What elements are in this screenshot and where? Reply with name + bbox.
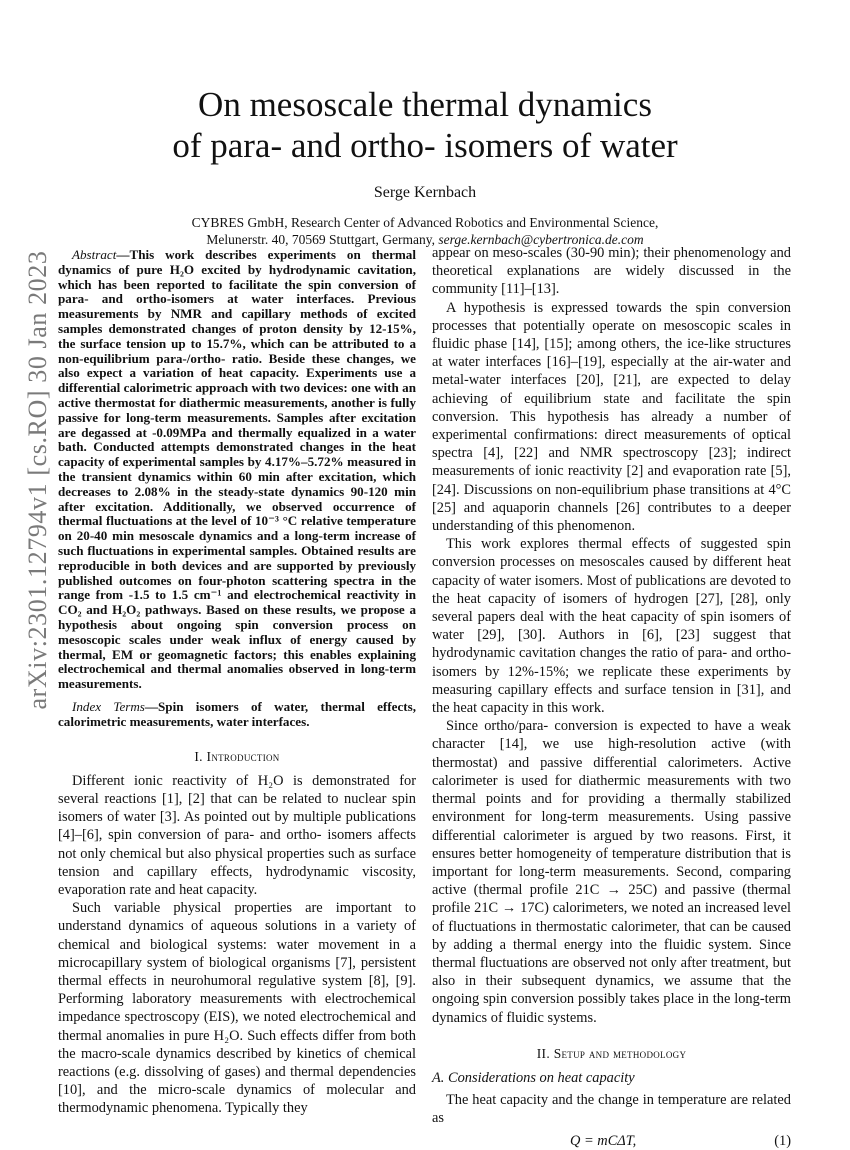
intro-paragraph-1: Different ionic reactivity of H₂O is demonstrated for several reactions [1], [2] that can be related to nuclear spin isomers of water [3]. As pointed out by multiple publications [4]–[6], spin conversion of para- and ortho- isomers affects not only chemical but also physical properties such as surface tension and capillary effects, hydrodynamic viscosity, evaporation rate and heat capacity. <box>58 772 416 898</box>
affiliation-address: Melunerstr. 40, 70569 Stuttgart, Germany, <box>206 232 439 247</box>
equation-number: (1) <box>774 1132 791 1149</box>
affiliation-line-1: CYBRES GmbH, Research Center of Advanced Robotics and Environmental Science, <box>191 215 659 230</box>
paper-title <box>0 84 850 166</box>
arxiv-identifier-text: arXiv:2301.12794v1 [cs.RO] 30 Jan 2023 <box>23 250 52 710</box>
author-name: Serge Kernbach <box>373 184 477 201</box>
abstract <box>58 248 416 692</box>
equation-1 <box>432 1132 791 1150</box>
index-terms-text: —Spin isomers of water, thermal effects, calorimetric measurements, water interfaces. <box>58 698 417 729</box>
title-line-1: On mesoscale thermal dynamics <box>198 85 652 124</box>
intro-paragraph-2: Such variable physical properties are important to understand dynamics of aqueous solutions in a variety of chemical and biological systems: water movement in a microcapillary system of biological organisms [7], persistent thermal effects in neurohumoral regulative system [8], [9]. Performing laboratory measurements with electrochemical impedance spectroscopy (EIS), we noted electrochemical and thermal anomalies in pure H₂O. Such effects differ from both the macro-scale dynamics described by kinetics of chemical reactions (e.g. dissolving of gases) and thermal dependencies [10], and the micro-scale dynamics of molecular and thermodynamic phenomena. Typically they <box>58 900 416 1117</box>
section-heading-setup: II. Setup and methodology <box>536 1045 687 1061</box>
index-terms-lead: Index Terms <box>72 698 145 714</box>
index-terms <box>58 700 416 730</box>
title-line-2: of para- and ortho- isomers of water <box>172 126 678 165</box>
author-email-link[interactable]: serge.kernbach@cybertronica.de.com <box>438 232 644 247</box>
intro-paragraph-2-continued: appear on meso-scales (30-90 min); their phenomenology and theoretical explanations are widely discussed in the community [11]–[13]. <box>432 245 791 298</box>
intro-paragraph-4: This work explores thermal effects of suggested spin conversion processes on mesoscales caused by different heat capacity of water isomers. Most of publications are devoted to the heat capacity of isomers of hydrogen [27], [28], only several papers deal with the heat capacity of spin isomers of water [29], [30]. Authors in [6], [23] suggest that hydrodynamic cavitation changes the ratio of para- and ortho- isomers by 12%-15%; we replicate these experiments by measuring capillary effects and surface tension in [31], and the heat capacity in this work. <box>432 536 791 717</box>
left-column <box>58 248 416 1118</box>
affiliation <box>0 214 850 248</box>
setup-paragraph-1: The heat capacity and the change in temperature are related as <box>432 1092 791 1127</box>
abstract-lead: Abstract <box>72 247 117 262</box>
abstract-text: —This work describes experiments on thermal dynamics of pure H₂O excited by hydrodynamic cavitation, which has been reported to facilitate the spin conversion of para- and ortho-isomers at water interfaces. Previous measurements by NMR and capillary methods of excited samples demonstrated changes of proton density by 12-15%, the surface tension up to 15.7%, which can be attributed to a non-equilibrium para-/ortho- ratio. Beside these changes, we also expect a variation of heat capacity. Experiments use a differential calorimetric approach with two devices: one with an active thermostat for diathermic measurements, another is fully passive for long-term measurements. Samples after excitation are degassed at -0.09MPa and thermally equalized in a water bath. Conducted attempts demonstrated changes in the heat capacity of experimental samples by 4.17%–5.72% measured in the transient dynamics within 60 min after excitation, which decreases to 2.08% in the steady-state dynamics 90-120 min after excitation. Additionally, we observed occurrence of thermal fluctuations at the level of 10⁻³ °C relative temperature on 20-40 min mesoscale dynamics and a long-term increase of such fluctuations in experimental samples. Obtained results are reproducible in both devices and are supported by previously published outcomes on four-photon scattering spectra in the range from -1.5 to 1.5 cm⁻¹ and electrochemical reactivity in CO₂ and H₂O₂ pathways. Based on these results, we propose a hypothesis about ongoing spin conversion process on mesoscopic scales under weak influx of energy caused by thermal, EM or geomagnetic factors; this enables explaining electrochemical and thermal anomalies observed in long-term measurements. <box>58 247 416 692</box>
intro-paragraph-3: A hypothesis is expressed towards the spin conversion processes that potentially operate on mesoscopic scales in fluidic phase [14], [15]; among others, the ice-like structures at water interfaces [16]–[19], especially at the air-water and metal-water interfaces [20], [21], are expected to delay achieving of equilibrium state and facilitate the spin conversion. This hypothesis has already a number of experimental confirmations: direct measurements of optical spectra [4], [22] and NMR spectroscopy [23]; indirect measurements of ionic reactivity [2] and evaporation rate [5], [24]. Discussions on non-equilibrium phase transitions at 4°C [25] and aquaporin channels [26] contributes to a deeper understanding of this phenomenon. <box>432 299 791 535</box>
paper-header <box>0 84 850 248</box>
right-column <box>432 244 791 1150</box>
equation-formula: Q = mCΔT, <box>570 1132 637 1149</box>
subsection-heading-heat-capacity: A. Considerations on heat capacity <box>432 1069 635 1086</box>
section-heading-introduction: I. Introduction <box>194 748 280 764</box>
intro-paragraph-5: Since ortho/para- conversion is expected to have a weak character [14], we use high-resolution active (with thermostat) and passive differential calorimeters. Active calorimeter is used for diathermic measurements with two thermal points and for providing a thermally stabilized environment for long-term measurements. Using passive differential calorimeter is argued by two reasons. First, it ensures better homogeneity of temperature distribution that is important for long-term measurements. Second, comparing active (thermal profile 21C → 25C) and passive (thermal profile 21C → 17C) calorimeters, we noted an increased level of fluctuations in thermostatic calorimeter, that can be caused by adding a thermal energy into the fluidic system. Since thermal fluctuations are observed not only after treatment, but also in their subsequent dynamics, we assume that the ongoing spin conversion possibly takes place in the long-term dynamics of fluidic systems. <box>432 718 791 1026</box>
